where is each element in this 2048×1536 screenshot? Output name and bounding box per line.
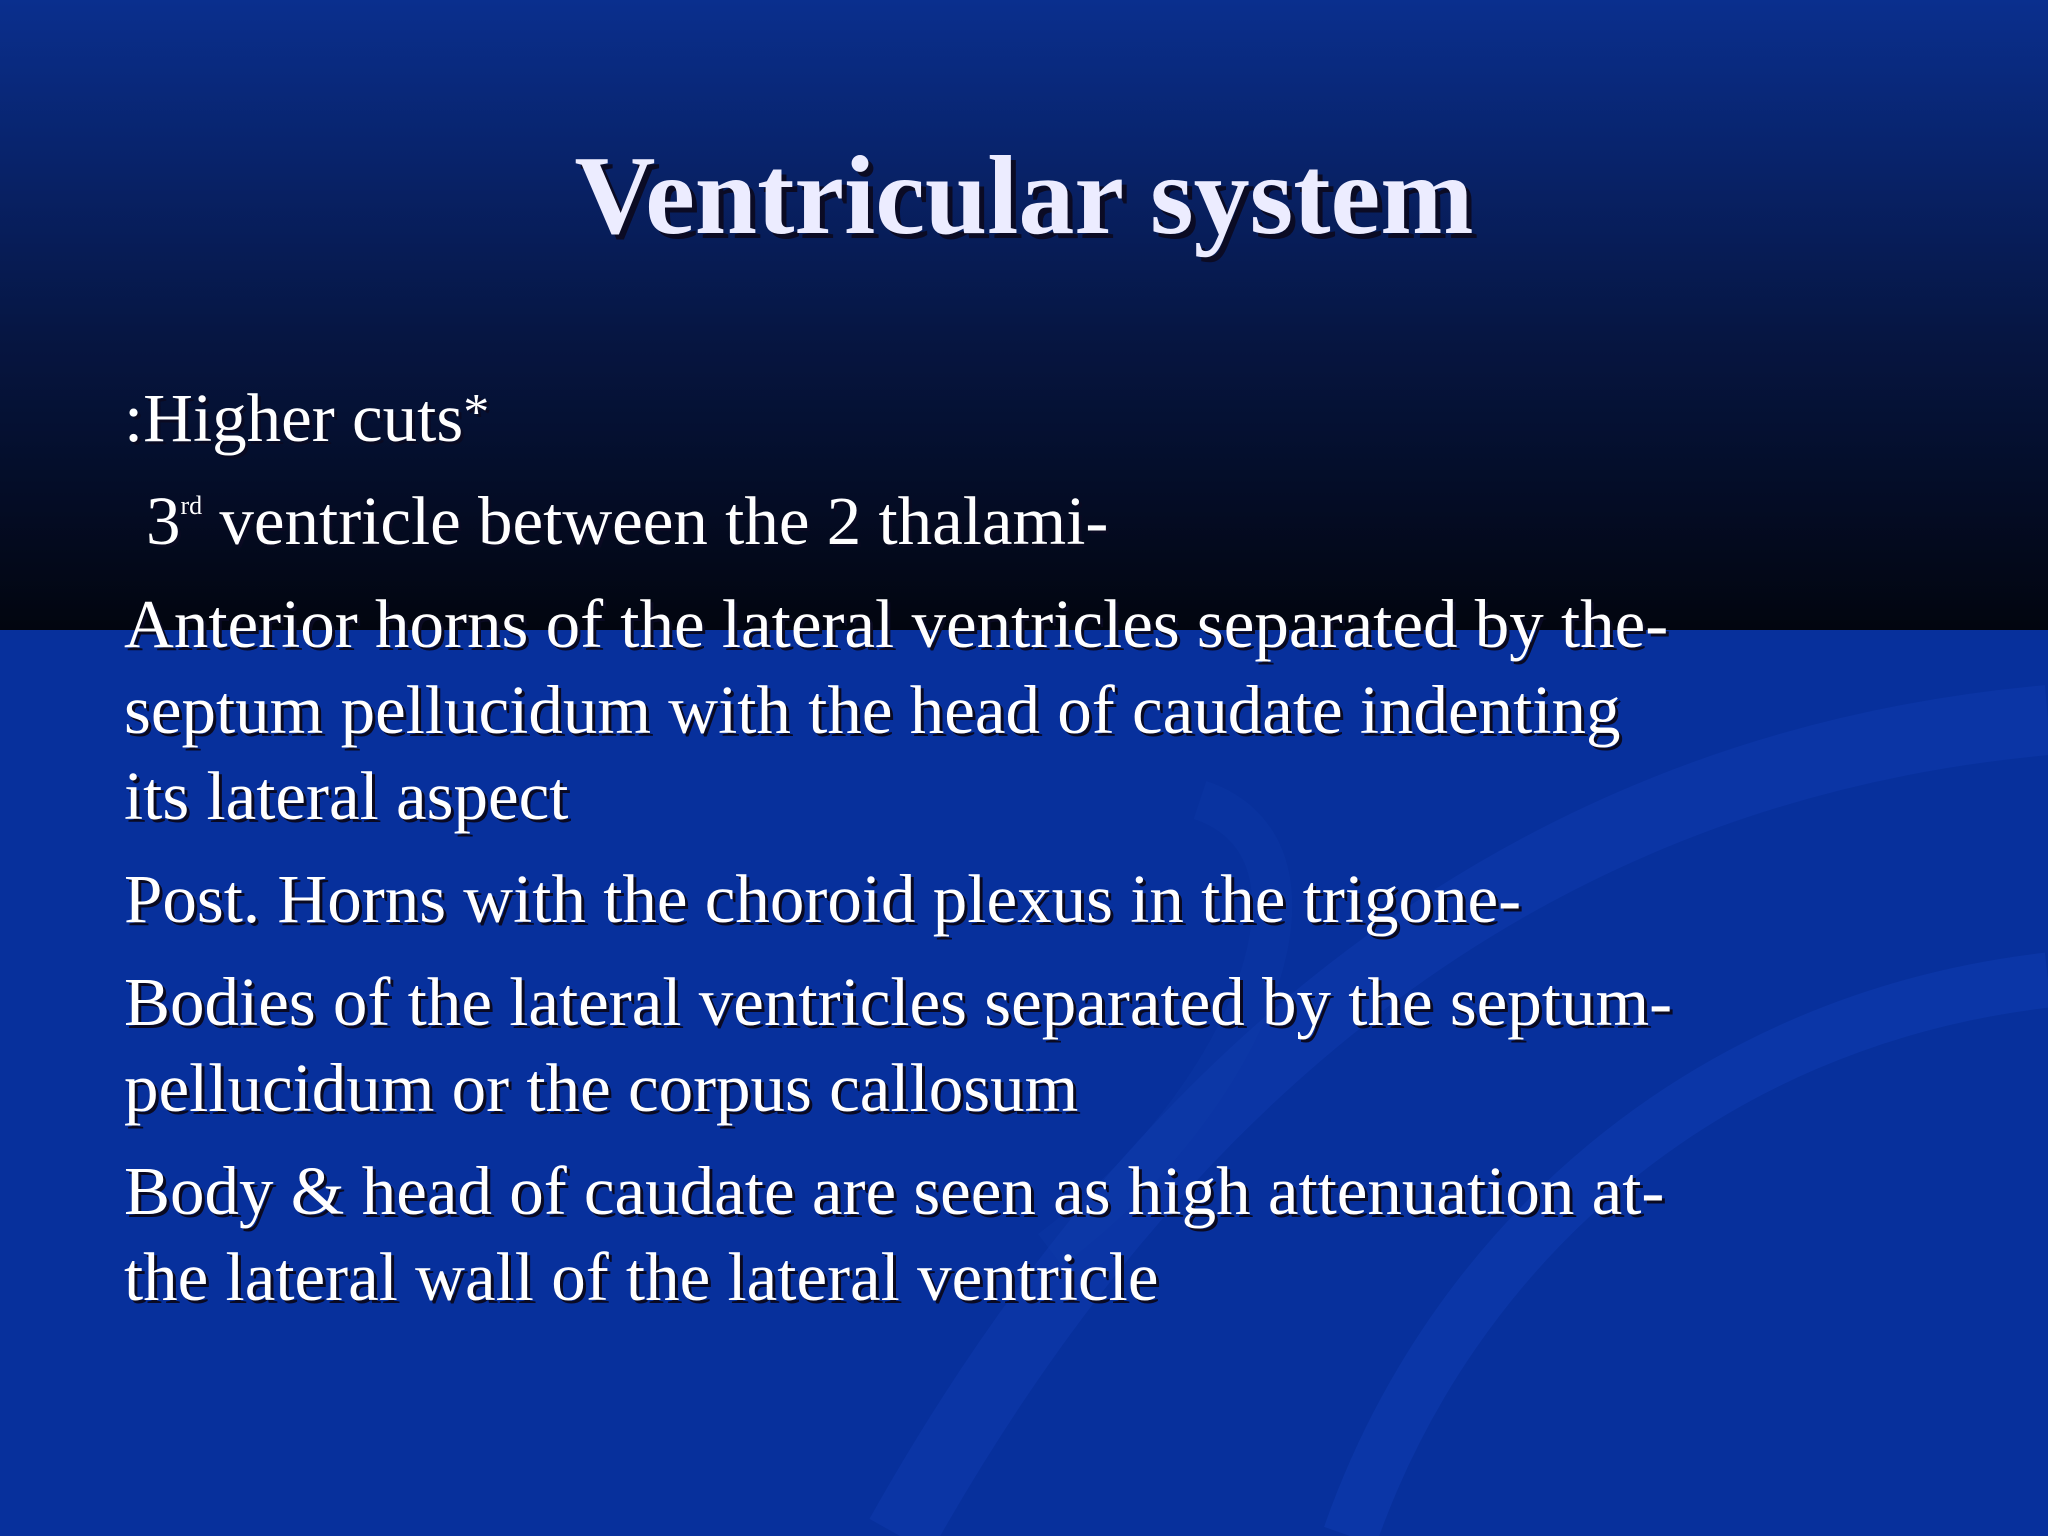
- heading-text: Higher cuts: [143, 380, 464, 456]
- slide-title: Ventricular system: [574, 134, 1474, 258]
- ordinal-suffix: rd: [180, 491, 203, 520]
- item-line: Post. Horns with the choroid plexus in the trigone-: [124, 861, 1522, 937]
- item-line: Anterior horns of the lateral ventricles separated by the-: [124, 586, 1669, 662]
- heading-colon: :: [124, 380, 144, 456]
- item-posterior-horns: [124, 856, 1884, 942]
- asterisk-marker: *: [463, 384, 490, 441]
- item-line: the lateral wall of the lateral ventricle: [124, 1239, 1159, 1315]
- item-text: ventricle between the 2 thalami-: [202, 483, 1109, 559]
- item-bodies-lateral-ventricles: [124, 959, 1884, 1131]
- item-line: Body & head of caudate are seen as high attenuation at-: [124, 1153, 1665, 1229]
- item-anterior-horns: [124, 581, 1884, 839]
- item-number: 3: [146, 483, 181, 559]
- item-caudate: [124, 1148, 1884, 1320]
- item-third-ventricle: [124, 478, 1884, 564]
- heading-higher-cuts: [124, 375, 1884, 461]
- item-line: septum pellucidum with the head of caudate indenting: [124, 672, 1621, 748]
- item-line: its lateral aspect: [124, 758, 569, 834]
- item-line: pellucidum or the corpus callosum: [124, 1050, 1079, 1126]
- item-line: Bodies of the lateral ventricles separated by the septum-: [124, 964, 1673, 1040]
- slide-body: [124, 375, 1884, 1320]
